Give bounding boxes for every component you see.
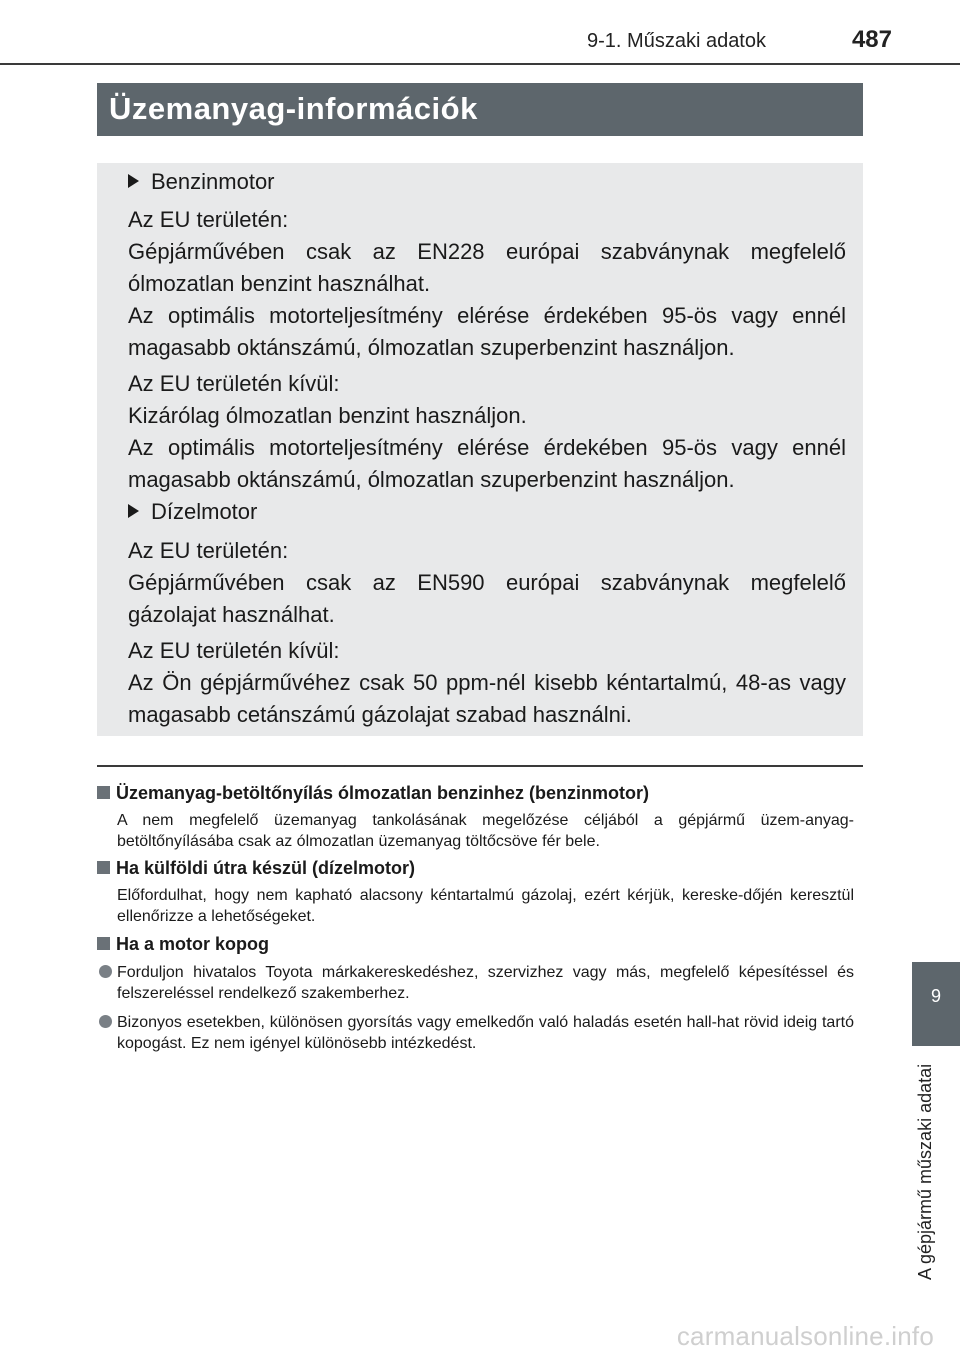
note-text: Előfordulhat, hogy nem kapható alacsony kéntartalmú gázolaj, ezért kérjük, kereske-dőjén keresztül ellenőrizze a lehetőségeket. [117, 887, 854, 925]
knocking-bullet-1 [97, 962, 854, 1004]
square-bullet-icon [97, 861, 110, 874]
circle-bullet-icon [99, 1015, 112, 1028]
petrol-heading [128, 166, 275, 198]
petrol-non-eu-text-1: Kizárólag ólmozatlan benzint használjon. [128, 403, 527, 428]
page-title: Üzemanyag-információk [109, 91, 478, 126]
square-bullet-icon [97, 937, 110, 950]
title-bar [97, 83, 863, 136]
circle-bullet-icon [99, 965, 112, 978]
note-heading-text: Üzemanyag-betöltőnyílás ólmozatlan benzinhez (benzinmotor) [116, 783, 650, 803]
petrol-eu-label: Az EU területén: [128, 207, 289, 232]
petrol-eu-block [128, 204, 846, 364]
triangle-bullet-icon [128, 504, 139, 518]
section-title: 9-1. Műszaki adatok [587, 30, 766, 52]
petrol-eu-text-2: Az optimális motorteljesítmény elérése érdekében 95-ös vagy ennél magasabb oktánszámú, ólmozatlan szuperbenzint használjon. [128, 303, 846, 360]
diesel-heading [128, 496, 257, 528]
note-heading-knocking [97, 932, 269, 956]
diesel-eu-label: Az EU területén: [128, 538, 289, 563]
petrol-eu-text-1: Gépjárművében csak az EN228 európai szabványnak megfelelő ólmozatlan benzint használhat. [128, 239, 846, 296]
note-heading-text: Ha külföldi útra készül (dízelmotor) [116, 858, 416, 878]
knocking-bullet-2 [97, 1012, 854, 1054]
watermark: carmanualsonline.info [676, 1321, 934, 1351]
diesel-non-eu-text: Az Ön gépjárművéhez csak 50 ppm-nél kisebb kéntartalmú, 48-as vagy magasabb cetánszámú gázolajat szabad használni. [128, 670, 846, 727]
chapter-number: 9 [930, 986, 941, 1006]
diesel-non-eu-label: Az EU területén kívül: [128, 638, 340, 663]
fuel-info-box [97, 163, 863, 736]
triangle-bullet-icon [128, 174, 139, 188]
bullet-text: Bizonyos esetekben, különösen gyorsítás vagy emelkedőn való haladás esetén hall-hat rövid ideig tartó kopogást. Ez nem igényel különösebb intézkedést. [117, 1014, 854, 1052]
notes-rule [97, 765, 863, 767]
note-body-fuel-inlet [117, 810, 854, 852]
page-number: 487 [851, 26, 892, 53]
petrol-heading-text: Benzinmotor [151, 169, 275, 194]
chapter-title: A gépjármű műszaki adatai [915, 1063, 935, 1280]
square-bullet-icon [97, 786, 110, 799]
bullet-text: Forduljon hivatalos Toyota márkakereskedéshez, szervizhez vagy más, megfelelő képesítéssel és felszereléssel rendelkező szakemberhez. [117, 964, 854, 1002]
note-heading-abroad [97, 856, 415, 880]
diesel-eu-text: Gépjárművében csak az EN590 európai szabványnak megfelelő gázolajat használhat. [128, 570, 846, 627]
diesel-heading-text: Dízelmotor [151, 499, 258, 524]
note-text: A nem megfelelő üzemanyag tankolásának megelőzése céljából a gépjármű üzem-anyag-betöltőnyílásába csak az ólmozatlan üzemanyag töltőcsöve fér bele. [117, 812, 854, 850]
diesel-eu-block [128, 535, 846, 631]
header-rule [0, 63, 960, 65]
petrol-non-eu-text-2: Az optimális motorteljesítmény elérése érdekében 95-ös vagy ennél magasabb oktánszámú, ólmozatlan szuperbenzint használjon. [128, 435, 846, 492]
note-heading-text: Ha a motor kopog [116, 934, 270, 954]
petrol-non-eu-label: Az EU területén kívül: [128, 371, 340, 396]
petrol-non-eu-block [128, 368, 846, 496]
note-heading-fuel-inlet [97, 781, 649, 805]
chapter-tab [912, 962, 960, 1046]
diesel-non-eu-block [128, 635, 846, 731]
note-body-abroad [117, 885, 854, 927]
